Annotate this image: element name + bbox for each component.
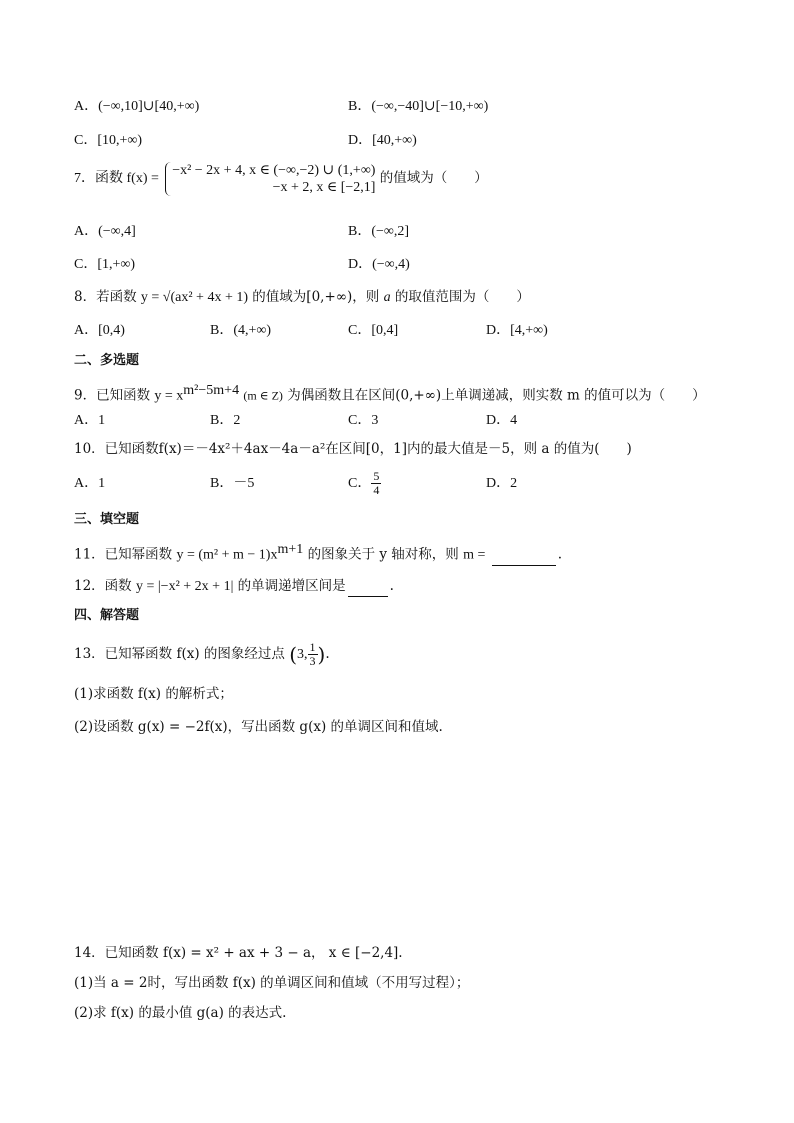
q12-answer-blank[interactable] [348,580,388,597]
q7-option-d: D．(−∞,4) [348,257,410,272]
q10-option-c-denominator: 4 [373,483,380,498]
q13-paren-open: ( [289,642,298,667]
q10-option-c-fraction [371,470,381,497]
question-11 [74,540,562,566]
q10-option-d: D．2 [486,476,518,491]
question-14: 14．已知函数 f(x) = x² + ax + 3 − a， x ∈ [−2,4]. [74,945,403,961]
q9-option-a: A．1 [74,413,106,428]
q7-case-2: −x + 2, x ∈ [−2,1] [272,179,376,195]
q6-option-b: B．(−∞,−40]∪[−10,+∞) [348,99,489,114]
question-13 [74,636,330,673]
q13-end: . [325,646,330,662]
q7-option-b: B．(−∞,2] [348,224,410,239]
q9-condition: (m ∈ Z) [243,388,283,403]
q8-option-c: C．[0,4] [348,323,399,338]
q10-option-c [348,466,381,502]
q13-point-numerator: 1 [309,640,316,654]
q8-suffix: 的取值范围为（ ） [394,289,530,305]
section-heading-solutions: 四、解答题 [74,608,140,623]
q13-point-fraction [308,641,318,668]
q9-suffix: 为偶函数且在区间(0,+∞)上单调递减，则实数 m 的值可以为（ ） [287,387,706,404]
q9-option-b: B．2 [210,413,241,428]
q8-prefix: 8．若函数 [74,289,137,305]
q8-option-b: B．(4,+∞) [210,323,272,338]
question-9 [74,381,706,407]
q8-option-d: D．[4,+∞) [486,323,548,338]
q9-prefix: 9．已知函数 [74,387,151,404]
q8-expression: y = √(ax² + 4x + 1) [140,290,248,305]
q7-option-c: C．[1,+∞) [74,257,136,272]
q11-answer-blank[interactable] [492,549,556,566]
q11-expression: y = (m² + m − 1)x [176,547,278,563]
q13-point-x: 3, [297,647,308,662]
question-12 [74,576,394,597]
q9-option-c: C．3 [348,413,379,428]
q7-suffix: 的值域为（ ） [379,170,488,186]
q12-prefix: 12．函数 [74,578,132,594]
q11-mid: 的图象关于 y 轴对称，则 [307,546,459,563]
q7-prefix: 7．函数 f(x) = [74,171,159,186]
q13-paren-close: ) [317,642,326,667]
q12-expression: y = |−x² + 2x + 1| [135,579,234,594]
q6-option-a: A．(−∞,10]∪[40,+∞) [74,99,200,114]
q8-option-a: A．[0,4) [74,323,125,338]
section-heading-fill-in: 三、填空题 [74,512,140,527]
section-heading-multiple-choice: 二、多选题 [74,353,140,368]
q11-end: . [557,546,562,563]
q7-option-a: A．(−∞,4] [74,224,136,239]
q8-mid: 的值域为[0,+∞)，则 [252,289,380,305]
q7-case-1: −x² − 2x + 4, x ∈ (−∞,−2) ∪ (1,+∞) [172,162,376,178]
q10-option-c-label: C． [348,476,372,491]
q6-option-c: C．[10,+∞) [74,133,143,148]
q13-point-denominator: 3 [309,654,316,668]
q11-answer-label: m = [463,547,486,563]
q14-part-1: (1)当 a = 2时，写出函数 f(x) 的单调区间和值域（不用写过程）； [74,975,470,991]
question-10: 10．已知函数f(x)＝－4x²＋4ax－4a－a²在区间[0，1]内的最大值是－5，则 a 的值为( ) [74,441,632,457]
q10-option-b: B．－5 [210,476,255,491]
q6-option-d: D．[40,+∞) [348,133,417,148]
q14-part-2: (2)求 f(x) 的最小值 g(a) 的表达式. [74,1005,287,1021]
question-7 [74,158,488,199]
q13-prefix: 13．已知幂函数 f(x) 的图象经过点 [74,646,285,662]
q11-prefix: 11．已知幂函数 [74,546,173,563]
q9-option-d: D．4 [486,413,518,428]
question-8 [74,287,530,308]
q10-option-c-numerator: 5 [373,469,380,484]
q8-variable: a [383,290,391,305]
q13-part-1: (1)求函数 f(x) 的解析式； [74,686,233,702]
q9-exponent: m²−5m+4 [183,383,240,398]
q12-suffix: 的单调递增区间是 [237,578,346,594]
q9-expression: y = x [154,388,184,404]
q11-exponent: m+1 [277,542,304,557]
q13-part-2: (2)设函数 g(x) = −2f(x)，写出函数 g(x) 的单调区间和值域. [74,719,443,735]
q7-piecewise [165,162,375,196]
q10-option-a: A．1 [74,476,106,491]
q12-end: . [389,578,394,594]
